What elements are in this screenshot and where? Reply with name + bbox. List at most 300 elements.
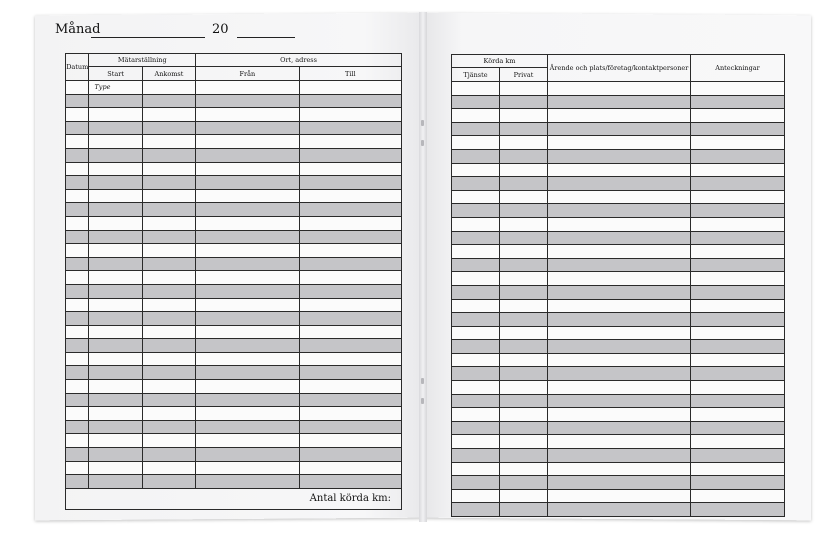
to-cell[interactable]	[299, 230, 401, 244]
to-cell[interactable]	[299, 407, 401, 421]
private-km-cell[interactable]	[500, 476, 548, 490]
start-cell[interactable]	[89, 121, 142, 135]
date-cell[interactable]	[66, 339, 89, 353]
date-cell[interactable]	[66, 393, 89, 407]
private-km-cell[interactable]	[500, 340, 548, 354]
notes-cell[interactable]	[691, 408, 785, 422]
type-note: Type	[89, 81, 142, 95]
arrival-cell[interactable]	[142, 420, 195, 434]
start-cell[interactable]	[89, 203, 142, 217]
private-km-cell[interactable]	[500, 408, 548, 422]
to-cell[interactable]	[299, 271, 401, 285]
date-cell[interactable]	[66, 176, 89, 190]
errand-cell[interactable]	[548, 258, 691, 272]
errand-cell[interactable]	[548, 95, 691, 109]
errand-cell[interactable]	[548, 272, 691, 286]
from-cell[interactable]	[196, 176, 299, 190]
to-cell[interactable]	[299, 94, 401, 108]
date-cell[interactable]	[66, 108, 89, 122]
service-km-cell[interactable]	[452, 421, 500, 435]
table-row	[452, 299, 785, 313]
arrival-cell[interactable]	[142, 434, 195, 448]
from-cell[interactable]	[196, 203, 299, 217]
arrival-cell[interactable]	[142, 461, 195, 475]
start-cell[interactable]	[89, 94, 142, 108]
start-cell[interactable]	[89, 135, 142, 149]
errand-cell[interactable]	[548, 190, 691, 204]
private-km-cell[interactable]	[500, 449, 548, 463]
arrival-cell[interactable]	[142, 108, 195, 122]
private-km-cell[interactable]	[500, 367, 548, 381]
from-cell[interactable]	[196, 339, 299, 353]
errand-cell[interactable]	[548, 326, 691, 340]
start-cell[interactable]	[89, 284, 142, 298]
start-cell[interactable]	[89, 461, 142, 475]
date-cell[interactable]	[66, 475, 89, 489]
private-km-cell[interactable]	[500, 462, 548, 476]
private-km-cell[interactable]	[500, 136, 548, 150]
errand-cell[interactable]	[548, 204, 691, 218]
to-cell[interactable]	[299, 135, 401, 149]
private-km-cell[interactable]	[500, 204, 548, 218]
from-cell[interactable]	[196, 380, 299, 394]
start-cell[interactable]	[89, 216, 142, 230]
private-km-cell[interactable]	[500, 489, 548, 503]
notes-cell[interactable]	[691, 82, 785, 96]
arrival-cell[interactable]	[142, 475, 195, 489]
errand-cell[interactable]	[548, 503, 691, 517]
start-cell[interactable]	[89, 162, 142, 176]
private-km-cell[interactable]	[500, 299, 548, 313]
arrival-cell[interactable]	[142, 325, 195, 339]
notes-cell[interactable]	[691, 394, 785, 408]
errand-cell[interactable]	[548, 136, 691, 150]
from-cell[interactable]	[196, 475, 299, 489]
start-cell[interactable]	[89, 271, 142, 285]
notes-cell[interactable]	[691, 109, 785, 123]
date-cell[interactable]	[66, 271, 89, 285]
private-km-cell[interactable]	[500, 503, 548, 517]
table-row	[452, 313, 785, 327]
to-cell[interactable]	[299, 203, 401, 217]
arrival-cell[interactable]	[142, 162, 195, 176]
table-row	[452, 217, 785, 231]
private-km-cell[interactable]	[500, 95, 548, 109]
notes-cell[interactable]	[691, 258, 785, 272]
errand-cell[interactable]	[548, 217, 691, 231]
start-cell[interactable]	[89, 407, 142, 421]
date-cell[interactable]	[66, 448, 89, 462]
start-cell[interactable]	[89, 434, 142, 448]
from-cell[interactable]	[196, 108, 299, 122]
start-cell[interactable]	[89, 189, 142, 203]
to-cell[interactable]	[299, 339, 401, 353]
from-cell[interactable]	[196, 325, 299, 339]
arrival-cell[interactable]	[142, 257, 195, 271]
to-cell[interactable]	[299, 162, 401, 176]
service-km-cell[interactable]	[452, 285, 500, 299]
private-km-cell[interactable]	[500, 353, 548, 367]
from-cell[interactable]	[196, 121, 299, 135]
arrival-cell[interactable]	[142, 312, 195, 326]
to-cell[interactable]	[299, 448, 401, 462]
private-km-cell[interactable]	[500, 258, 548, 272]
notes-cell[interactable]	[691, 231, 785, 245]
date-cell[interactable]	[66, 380, 89, 394]
to-cell[interactable]	[299, 312, 401, 326]
private-km-cell[interactable]	[500, 326, 548, 340]
from-cell[interactable]	[196, 366, 299, 380]
date-cell[interactable]	[66, 312, 89, 326]
date-cell[interactable]	[66, 257, 89, 271]
to-cell[interactable]	[299, 325, 401, 339]
date-cell[interactable]	[66, 203, 89, 217]
service-km-cell[interactable]	[452, 163, 500, 177]
errand-cell[interactable]	[548, 82, 691, 96]
errand-cell[interactable]	[548, 149, 691, 163]
errand-cell[interactable]	[548, 177, 691, 191]
private-km-cell[interactable]	[500, 149, 548, 163]
arrival-cell[interactable]	[142, 284, 195, 298]
arrival-cell[interactable]	[142, 203, 195, 217]
service-km-cell[interactable]	[452, 258, 500, 272]
month-field[interactable]	[91, 37, 205, 38]
notes-cell[interactable]	[691, 272, 785, 286]
to-cell[interactable]	[299, 81, 401, 95]
table-row	[66, 230, 402, 244]
private-km-cell[interactable]	[500, 245, 548, 259]
arrival-cell[interactable]	[142, 216, 195, 230]
arrival-cell[interactable]	[142, 81, 195, 95]
from-cell[interactable]	[196, 257, 299, 271]
errand-cell[interactable]	[548, 476, 691, 490]
errand-cell[interactable]	[548, 285, 691, 299]
table-row	[66, 271, 402, 285]
service-km-cell[interactable]	[452, 190, 500, 204]
start-cell[interactable]	[89, 393, 142, 407]
arrival-cell[interactable]	[142, 352, 195, 366]
arrival-cell[interactable]	[142, 176, 195, 190]
table-row	[452, 367, 785, 381]
arrival-cell[interactable]	[142, 448, 195, 462]
date-cell[interactable]	[66, 216, 89, 230]
start-cell[interactable]	[89, 298, 142, 312]
errand-cell[interactable]	[548, 340, 691, 354]
from-cell[interactable]	[196, 284, 299, 298]
service-km-cell[interactable]	[452, 204, 500, 218]
notes-cell[interactable]	[691, 489, 785, 503]
service-km-cell[interactable]	[452, 149, 500, 163]
errand-cell[interactable]	[548, 231, 691, 245]
notes-cell[interactable]	[691, 435, 785, 449]
errand-cell[interactable]	[548, 462, 691, 476]
arrival-cell[interactable]	[142, 393, 195, 407]
arrival-cell[interactable]	[142, 148, 195, 162]
table-row	[66, 244, 402, 258]
private-km-cell[interactable]	[500, 394, 548, 408]
errand-cell[interactable]	[548, 367, 691, 381]
from-cell[interactable]	[196, 407, 299, 421]
notes-cell[interactable]	[691, 353, 785, 367]
start-cell[interactable]	[89, 325, 142, 339]
arrival-cell[interactable]	[142, 339, 195, 353]
service-km-cell[interactable]	[452, 136, 500, 150]
notes-cell[interactable]	[691, 190, 785, 204]
private-km-cell[interactable]	[500, 285, 548, 299]
from-cell[interactable]	[196, 216, 299, 230]
start-cell[interactable]	[89, 230, 142, 244]
notes-cell[interactable]	[691, 367, 785, 381]
from-cell[interactable]	[196, 393, 299, 407]
to-cell[interactable]	[299, 176, 401, 190]
arrival-cell[interactable]	[142, 244, 195, 258]
start-cell[interactable]	[89, 420, 142, 434]
service-km-cell[interactable]	[452, 177, 500, 191]
private-km-cell[interactable]	[500, 421, 548, 435]
service-km-cell[interactable]	[452, 95, 500, 109]
from-cell[interactable]	[196, 448, 299, 462]
start-cell[interactable]	[89, 475, 142, 489]
date-cell[interactable]	[66, 189, 89, 203]
arrival-cell[interactable]	[142, 366, 195, 380]
start-cell[interactable]	[89, 339, 142, 353]
to-cell[interactable]	[299, 420, 401, 434]
notes-cell[interactable]	[691, 149, 785, 163]
notes-cell[interactable]	[691, 462, 785, 476]
table-row	[66, 298, 402, 312]
date-cell[interactable]	[66, 148, 89, 162]
to-cell[interactable]	[299, 434, 401, 448]
private-km-cell[interactable]	[500, 313, 548, 327]
service-km-cell[interactable]	[452, 503, 500, 517]
date-cell[interactable]	[66, 407, 89, 421]
from-cell[interactable]	[196, 352, 299, 366]
service-km-cell[interactable]	[452, 381, 500, 395]
notes-cell[interactable]	[691, 245, 785, 259]
errand-cell[interactable]	[548, 449, 691, 463]
arrival-cell[interactable]	[142, 271, 195, 285]
date-cell[interactable]	[66, 230, 89, 244]
to-cell[interactable]	[299, 257, 401, 271]
service-km-cell[interactable]	[452, 394, 500, 408]
to-cell[interactable]	[299, 284, 401, 298]
errand-cell[interactable]	[548, 435, 691, 449]
errand-cell[interactable]	[548, 109, 691, 123]
notes-cell[interactable]	[691, 476, 785, 490]
errand-cell[interactable]	[548, 408, 691, 422]
to-cell[interactable]	[299, 148, 401, 162]
table-row	[452, 95, 785, 109]
notes-cell[interactable]	[691, 313, 785, 327]
service-km-cell[interactable]	[452, 122, 500, 136]
notes-cell[interactable]	[691, 204, 785, 218]
from-cell[interactable]	[196, 420, 299, 434]
notes-cell[interactable]	[691, 421, 785, 435]
date-cell[interactable]	[66, 135, 89, 149]
private-km-cell[interactable]	[500, 435, 548, 449]
notes-cell[interactable]	[691, 122, 785, 136]
errand-cell[interactable]	[548, 353, 691, 367]
date-cell[interactable]	[66, 81, 89, 95]
from-cell[interactable]	[196, 244, 299, 258]
errand-cell[interactable]	[548, 163, 691, 177]
service-km-cell[interactable]	[452, 245, 500, 259]
date-cell[interactable]	[66, 434, 89, 448]
date-cell[interactable]	[66, 461, 89, 475]
errand-cell[interactable]	[548, 313, 691, 327]
date-cell[interactable]	[66, 94, 89, 108]
service-km-cell[interactable]	[452, 462, 500, 476]
notes-cell[interactable]	[691, 449, 785, 463]
from-cell[interactable]	[196, 271, 299, 285]
table-row	[66, 448, 402, 462]
date-cell[interactable]	[66, 284, 89, 298]
private-km-cell[interactable]	[500, 163, 548, 177]
service-km-cell[interactable]	[452, 231, 500, 245]
from-cell[interactable]	[196, 94, 299, 108]
notes-cell[interactable]	[691, 381, 785, 395]
private-km-cell[interactable]	[500, 109, 548, 123]
date-cell[interactable]	[66, 121, 89, 135]
private-km-cell[interactable]	[500, 177, 548, 191]
date-cell[interactable]	[66, 162, 89, 176]
arrival-cell[interactable]	[142, 94, 195, 108]
to-cell[interactable]	[299, 216, 401, 230]
start-cell[interactable]	[89, 366, 142, 380]
errand-cell[interactable]	[548, 421, 691, 435]
arrival-cell[interactable]	[142, 298, 195, 312]
table-row	[66, 203, 402, 217]
to-cell[interactable]	[299, 189, 401, 203]
private-km-cell[interactable]	[500, 217, 548, 231]
errand-cell[interactable]	[548, 245, 691, 259]
from-cell[interactable]	[196, 135, 299, 149]
from-cell[interactable]	[196, 230, 299, 244]
date-cell[interactable]	[66, 366, 89, 380]
start-cell[interactable]	[89, 352, 142, 366]
private-km-cell[interactable]	[500, 272, 548, 286]
from-cell[interactable]	[196, 434, 299, 448]
date-cell[interactable]	[66, 298, 89, 312]
to-cell[interactable]	[299, 461, 401, 475]
table-row	[452, 82, 785, 96]
private-km-cell[interactable]	[500, 190, 548, 204]
date-cell[interactable]	[66, 352, 89, 366]
errand-cell[interactable]	[548, 489, 691, 503]
to-cell[interactable]	[299, 108, 401, 122]
errand-cell[interactable]	[548, 122, 691, 136]
notes-cell[interactable]	[691, 326, 785, 340]
year-label: 20	[212, 22, 229, 37]
notes-cell[interactable]	[691, 95, 785, 109]
table-row	[66, 393, 402, 407]
service-km-cell[interactable]	[452, 367, 500, 381]
notes-cell[interactable]	[691, 136, 785, 150]
to-cell[interactable]	[299, 121, 401, 135]
to-cell[interactable]	[299, 380, 401, 394]
arrival-cell[interactable]	[142, 189, 195, 203]
table-row	[66, 162, 402, 176]
service-km-cell[interactable]	[452, 435, 500, 449]
arrival-cell[interactable]	[142, 230, 195, 244]
date-cell[interactable]	[66, 325, 89, 339]
service-km-cell[interactable]	[452, 109, 500, 123]
notes-cell[interactable]	[691, 299, 785, 313]
to-cell[interactable]	[299, 244, 401, 258]
private-km-cell[interactable]	[500, 381, 548, 395]
to-cell[interactable]	[299, 352, 401, 366]
private-km-cell[interactable]	[500, 122, 548, 136]
start-cell[interactable]	[89, 312, 142, 326]
from-cell[interactable]	[196, 298, 299, 312]
year-field[interactable]	[237, 37, 295, 38]
service-km-cell[interactable]	[452, 313, 500, 327]
table-row	[66, 380, 402, 394]
errand-cell[interactable]	[548, 299, 691, 313]
service-km-cell[interactable]	[452, 217, 500, 231]
date-cell[interactable]	[66, 244, 89, 258]
start-cell[interactable]	[89, 244, 142, 258]
header-start: Start	[89, 67, 142, 81]
service-km-cell[interactable]	[452, 408, 500, 422]
service-km-cell[interactable]	[452, 299, 500, 313]
notes-cell[interactable]	[691, 285, 785, 299]
table-row	[452, 489, 785, 503]
arrival-cell[interactable]	[142, 135, 195, 149]
service-km-cell[interactable]	[452, 272, 500, 286]
start-cell[interactable]	[89, 176, 142, 190]
start-cell[interactable]	[89, 380, 142, 394]
service-km-cell[interactable]	[452, 353, 500, 367]
errand-cell[interactable]	[548, 381, 691, 395]
start-cell[interactable]	[89, 448, 142, 462]
to-cell[interactable]	[299, 366, 401, 380]
service-km-cell[interactable]	[452, 326, 500, 340]
private-km-cell[interactable]	[500, 82, 548, 96]
from-cell[interactable]	[196, 312, 299, 326]
to-cell[interactable]	[299, 298, 401, 312]
from-cell[interactable]	[196, 81, 299, 95]
notes-cell[interactable]	[691, 177, 785, 191]
arrival-cell[interactable]	[142, 121, 195, 135]
start-cell[interactable]	[89, 148, 142, 162]
errand-cell[interactable]	[548, 394, 691, 408]
from-cell[interactable]	[196, 162, 299, 176]
to-cell[interactable]	[299, 393, 401, 407]
service-km-cell[interactable]	[452, 489, 500, 503]
to-cell[interactable]	[299, 475, 401, 489]
from-cell[interactable]	[196, 148, 299, 162]
start-cell[interactable]	[89, 108, 142, 122]
service-km-cell[interactable]	[452, 476, 500, 490]
start-cell[interactable]	[89, 257, 142, 271]
notes-cell[interactable]	[691, 163, 785, 177]
arrival-cell[interactable]	[142, 380, 195, 394]
service-km-cell[interactable]	[452, 82, 500, 96]
private-km-cell[interactable]	[500, 231, 548, 245]
arrival-cell[interactable]	[142, 407, 195, 421]
notes-cell[interactable]	[691, 503, 785, 517]
date-cell[interactable]	[66, 420, 89, 434]
table-row	[66, 108, 402, 122]
notes-cell[interactable]	[691, 217, 785, 231]
trip-log-table	[65, 53, 402, 510]
from-cell[interactable]	[196, 189, 299, 203]
notes-cell[interactable]	[691, 340, 785, 354]
from-cell[interactable]	[196, 461, 299, 475]
service-km-cell[interactable]	[452, 340, 500, 354]
service-km-cell[interactable]	[452, 449, 500, 463]
